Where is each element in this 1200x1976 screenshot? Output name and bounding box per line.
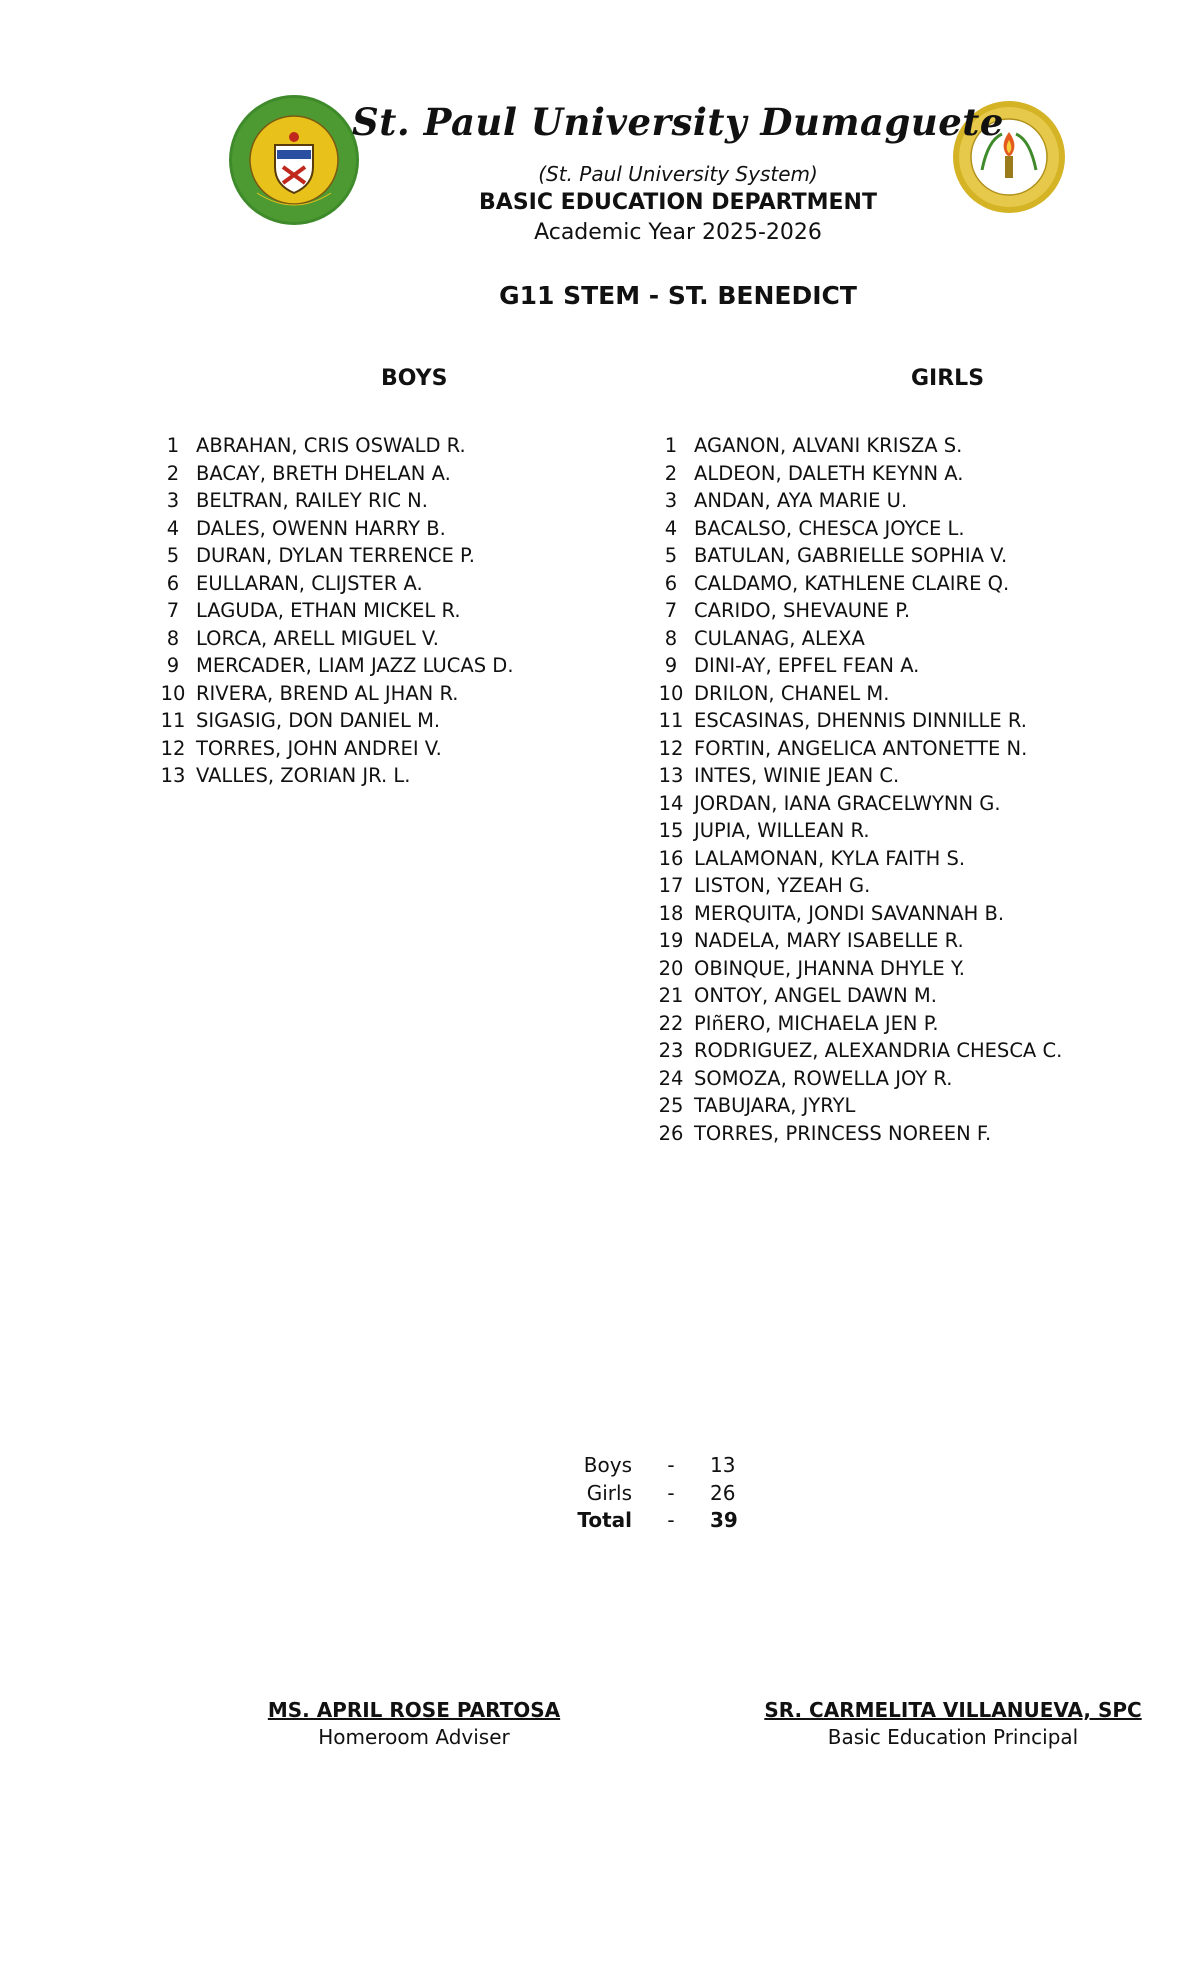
- student-name: CULANAG, ALEXA: [694, 626, 865, 650]
- summary-total-label: Total: [577, 1508, 632, 1532]
- student-name: ESCASINAS, DHENNIS DINNILLE R.: [694, 709, 1027, 732]
- academic-year: Academic Year 2025-2026: [534, 220, 822, 245]
- list-item: [648, 955, 1062, 983]
- item-number: 2: [166, 461, 180, 485]
- student-name: DURAN, DYLAN TERRENCE P.: [196, 544, 475, 567]
- list-item: [648, 872, 1062, 900]
- item-number: 8: [166, 626, 180, 650]
- list-item: [150, 487, 514, 515]
- student-name: LALAMONAN, KYLA FAITH S.: [694, 846, 966, 870]
- boys-list: [150, 432, 514, 790]
- student-name: PIñERO, MICHAELA JEN P.: [694, 1011, 939, 1035]
- student-name: LISTON, YZEAH G.: [694, 874, 871, 897]
- student-name: ANDAN, AYA MARIE U.: [694, 489, 908, 512]
- item-number: 3: [664, 489, 678, 512]
- list-item: [648, 1037, 1062, 1065]
- student-name: BATULAN, GABRIELLE SOPHIA V.: [694, 544, 1008, 567]
- list-item: [648, 542, 1062, 570]
- student-name: BACALSO, CHESCA JOYCE L.: [694, 516, 965, 540]
- student-name: MERCADER, LIAM JAZZ LUCAS D.: [196, 654, 514, 677]
- list-item: [648, 790, 1062, 818]
- item-number: 6: [166, 571, 180, 595]
- list-item: [648, 1065, 1062, 1093]
- student-name: JUPIA, WILLEAN R.: [694, 819, 870, 842]
- list-item: [150, 735, 514, 763]
- item-number: 11: [160, 709, 186, 732]
- adviser-signature-block: [264, 1697, 564, 1751]
- student-name: AGANON, ALVANI KRISZA S.: [694, 434, 963, 457]
- item-number: 17: [658, 874, 684, 897]
- item-number: 20: [658, 956, 684, 980]
- item-number: 15: [658, 819, 684, 842]
- list-item: [648, 487, 1062, 515]
- item-number: 9: [664, 654, 678, 677]
- summary-girls-label: Girls: [586, 1480, 632, 1505]
- list-item: [150, 625, 514, 653]
- student-name: JORDAN, IANA GRACELWYNN G.: [694, 791, 1001, 815]
- item-number: 25: [658, 1094, 684, 1117]
- item-number: 8: [664, 626, 678, 650]
- item-number: 6: [664, 571, 678, 595]
- list-item: [648, 762, 1062, 790]
- list-item: [648, 707, 1062, 735]
- list-item: [648, 817, 1062, 845]
- student-name: ABRAHAN, CRIS OSWALD R.: [196, 434, 466, 457]
- item-number: 3: [166, 489, 180, 512]
- list-item: [648, 460, 1062, 488]
- list-item: [648, 680, 1062, 708]
- student-name: CARIDO, SHEVAUNE P.: [694, 599, 911, 622]
- student-name: ONTOY, ANGEL DAWN M.: [694, 984, 937, 1007]
- summary-girls-count: 26: [710, 1480, 736, 1505]
- summary-dash: -: [667, 1508, 675, 1532]
- list-item: [150, 432, 514, 460]
- list-item: [150, 652, 514, 680]
- summary-boys-count: 13: [710, 1453, 736, 1477]
- item-number: 4: [664, 516, 678, 540]
- principal-title: Basic Education Principal: [827, 1725, 1079, 1749]
- girls-list: [648, 432, 1062, 1147]
- student-name: VALLES, ZORIAN JR. L.: [196, 764, 411, 787]
- item-number: 1: [166, 434, 180, 457]
- student-name: RIVERA, BREND AL JHAN R.: [196, 681, 459, 705]
- university-system: (St. Paul University System): [538, 162, 818, 186]
- item-number: 22: [658, 1011, 684, 1035]
- student-name: TORRES, JOHN ANDREI V.: [196, 736, 442, 760]
- student-name: SIGASIG, DON DANIEL M.: [196, 709, 441, 732]
- list-item: [648, 1092, 1062, 1120]
- item-number: 9: [166, 654, 180, 677]
- summary-dash: -: [667, 1453, 675, 1477]
- principal-name: SR. CARMELITA VILLANUEVA, SPC: [764, 1698, 1142, 1722]
- student-name: CALDAMO, KATHLENE CLAIRE Q.: [694, 571, 1010, 595]
- list-item: [150, 542, 514, 570]
- item-number: 12: [160, 736, 186, 760]
- student-name: TORRES, PRINCESS NOREEN F.: [694, 1121, 992, 1145]
- item-number: 13: [658, 764, 684, 787]
- summary-total-count: 39: [710, 1508, 738, 1532]
- list-item: [150, 762, 514, 790]
- list-item: [150, 515, 514, 543]
- department-name: BASIC EDUCATION DEPARTMENT: [479, 190, 877, 215]
- girls-heading: GIRLS: [911, 366, 985, 391]
- student-name: OBINQUE, JHANNA DHYLE Y.: [694, 956, 966, 980]
- boys-heading: BOYS: [381, 366, 448, 391]
- item-number: 12: [658, 736, 684, 760]
- item-number: 24: [658, 1066, 684, 1090]
- list-item: [648, 652, 1062, 680]
- summary-boys-label: Boys: [583, 1453, 632, 1477]
- list-item: [648, 1010, 1062, 1038]
- item-number: 16: [658, 846, 684, 870]
- item-number: 5: [166, 544, 180, 567]
- list-item: [648, 570, 1062, 598]
- student-name: LAGUDA, ETHAN MICKEL R.: [196, 599, 461, 622]
- section-title: G11 STEM - ST. BENEDICT: [499, 281, 857, 310]
- list-item: [648, 927, 1062, 955]
- student-name: FORTIN, ANGELICA ANTONETTE N.: [694, 736, 1028, 760]
- student-name: DALES, OWENN HARRY B.: [196, 516, 446, 540]
- list-item: [150, 570, 514, 598]
- student-name: LORCA, ARELL MIGUEL V.: [196, 626, 439, 650]
- enrollment-summary: [540, 1452, 750, 1535]
- list-item: [648, 432, 1062, 460]
- student-name: INTES, WINIE JEAN C.: [694, 764, 900, 787]
- item-number: 11: [658, 709, 684, 732]
- item-number: 5: [664, 544, 678, 567]
- student-name: ALDEON, DALETH KEYNN A.: [694, 461, 964, 485]
- list-item: [648, 735, 1062, 763]
- summary-boys-row: [540, 1452, 750, 1480]
- list-item: [150, 460, 514, 488]
- item-number: 7: [166, 599, 180, 622]
- item-number: 2: [664, 461, 678, 485]
- list-item: [150, 707, 514, 735]
- item-number: 18: [658, 901, 684, 925]
- item-number: 10: [160, 681, 186, 705]
- item-number: 19: [658, 929, 684, 952]
- student-name: BELTRAN, RAILEY RIC N.: [196, 489, 428, 512]
- list-item: [648, 625, 1062, 653]
- item-number: 4: [166, 516, 180, 540]
- item-number: 21: [658, 984, 684, 1007]
- list-item: [648, 900, 1062, 928]
- student-name: RODRIGUEZ, ALEXANDRIA CHESCA C.: [694, 1039, 1063, 1062]
- student-name: EULLARAN, CLIJSTER A.: [196, 571, 423, 595]
- item-number: 10: [658, 681, 684, 705]
- adviser-title: Homeroom Adviser: [318, 1725, 510, 1749]
- list-item: [648, 597, 1062, 625]
- list-item: [150, 597, 514, 625]
- principal-signature-block: [758, 1697, 1148, 1751]
- student-name: SOMOZA, ROWELLA JOY R.: [694, 1066, 953, 1090]
- list-item: [648, 845, 1062, 873]
- list-item: [648, 982, 1062, 1010]
- student-name: BACAY, BRETH DHELAN A.: [196, 461, 451, 485]
- summary-total-row: [540, 1507, 750, 1535]
- item-number: 14: [658, 791, 684, 815]
- item-number: 13: [160, 764, 186, 787]
- student-name: MERQUITA, JONDI SAVANNAH B.: [694, 901, 1005, 925]
- list-item: [150, 680, 514, 708]
- item-number: 26: [658, 1121, 684, 1145]
- student-name: DRILON, CHANEL M.: [694, 681, 890, 705]
- student-name: TABUJARA, JYRYL: [694, 1094, 856, 1117]
- summary-girls-row: [540, 1480, 750, 1508]
- university-name: St. Paul University Dumaguete: [352, 100, 1004, 144]
- list-item: [648, 1120, 1062, 1148]
- item-number: 1: [664, 434, 678, 457]
- item-number: 7: [664, 599, 678, 622]
- item-number: 23: [658, 1039, 684, 1062]
- student-name: DINI-AY, EPFEL FEAN A.: [694, 654, 920, 677]
- summary-dash: -: [667, 1480, 675, 1505]
- list-item: [648, 515, 1062, 543]
- student-name: NADELA, MARY ISABELLE R.: [694, 929, 964, 952]
- adviser-name: MS. APRIL ROSE PARTOSA: [267, 1698, 561, 1722]
